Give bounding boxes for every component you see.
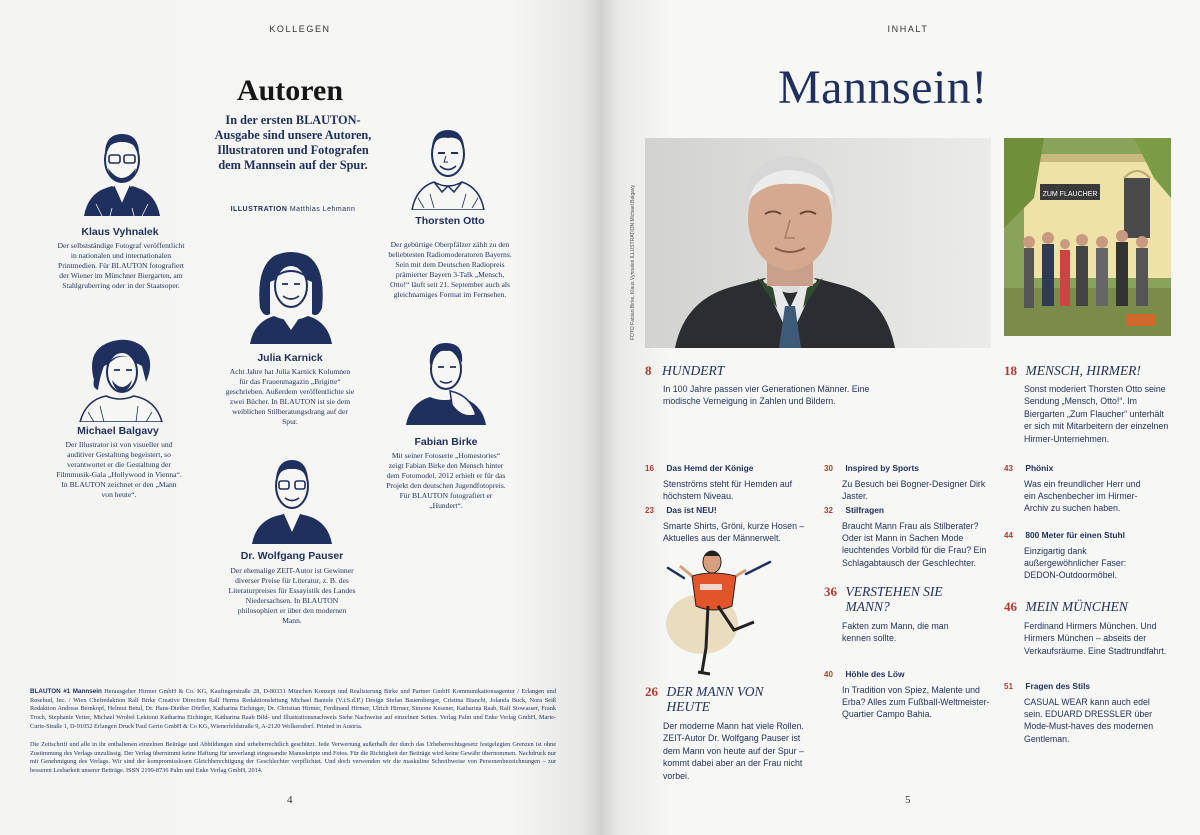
- right-page: [600, 0, 1200, 835]
- toc-entry-mein-muenchen[interactable]: [1004, 598, 1179, 657]
- illustration-dancing-man: [662, 548, 782, 680]
- toc-entry-hoehle-des-loew[interactable]: [824, 664, 994, 721]
- toc-title: 800 Meter für einen Stuhl: [1025, 530, 1125, 540]
- toc-title: Höhle des Löw: [845, 669, 905, 679]
- author-name-wolfgang-pauser: Dr. Wolfgang Pauser: [240, 550, 344, 562]
- toc-page-number: 16: [645, 464, 654, 473]
- toc-description: Zu Besuch bei Bogner-Designer Dirk Jaster.: [842, 479, 986, 502]
- portrait-thorsten-otto: [408, 120, 488, 210]
- section-label: INHALT: [887, 24, 929, 34]
- toc-entry-stilfragen[interactable]: [824, 500, 999, 569]
- toc-page-number: 30: [824, 464, 833, 473]
- illustration-name: Matthias Lehmann: [289, 206, 356, 213]
- portrait-wolfgang-pauser: [250, 452, 334, 544]
- page-title: Autoren: [236, 74, 344, 107]
- imprint-body: Herausgeber Hirmer GmbH & Co. KG, Kaufingerstraße 28, D-80331 München Konzept und Realisierung Birke und Partner GmbH Kommunikationsagentur / Erlangen und Rosebud, Inc. / Wien Chefredaktion Ralf Birke Creative Direction Ralf Herms Redaktionsleitung Michael Bantele (V.i.S.d.P.) Design Stefan Bauernberger, Cristina Bianchi, Jolanda Buck, Nora Seiß Redaktion Andreas Bernkopf, Helmut Betul, Dr. Hans-Diether Dörfler, Katharina Eichinger, Dr. Christian Hirmer, Ferdinand Hirmer, Ulrich Hirmer, Simone Kessner, Katharina Raab, Ralf Stowasser, Frank Troch, Stephanie Vetter, Michael Wrobel Lektorat Katharina Eichinger, Katharina Raab Bild- und Illustrationsnachweis Siehe Nachweise auf einzelnen Seiten. Verlag Palm und Enke Verlag GmbH, Marie-Curie-Straße 1, D-91052 Erlangen Druck Paul Gerin GmbH & Co KG, Wienerfeldstraße 9, A-2120 Wolkersdorf. Printed in Austria.: [30, 688, 556, 730]
- toc-description: Einzigartig dank außergewöhnlicher Faser: DEDON-Outdoormöbel.: [1024, 546, 1127, 581]
- toc-title: Inspired by Sports: [845, 463, 919, 473]
- illustration-credit: [208, 206, 378, 213]
- portrait-michael-balgavy: [76, 336, 166, 422]
- toc-title: Phönix: [1025, 463, 1054, 473]
- toc-entry-fragen-des-stils[interactable]: [1004, 676, 1179, 745]
- photo-elderly-man: [645, 138, 991, 348]
- toc-page-number: 26: [645, 684, 658, 699]
- author-name-michael-balgavy: Michael Balgavy: [77, 425, 159, 437]
- toc-title: Stilfragen: [845, 505, 884, 515]
- toc-title: DER MANN VON HEUTE: [666, 684, 764, 714]
- toc-title: Das Hemd der Könige: [666, 463, 754, 473]
- toc-entry-verstehen-sie-mann[interactable]: [824, 584, 994, 645]
- toc-description: In 100 Jahre passen vier Generationen Männer. Eine modische Verneigung in Zahlen und Bildern.: [663, 384, 870, 407]
- toc-page-number: 44: [1004, 531, 1013, 540]
- toc-description: Der moderne Mann hat viele Rollen. ZEIT-Autor Dr. Wolfgang Pauser ist dem Mann von heute auf der Spur – kommt dabei aber an der Frau nicht vorbei.: [663, 721, 804, 781]
- toc-entry-der-mann-von-heute[interactable]: [645, 684, 820, 782]
- toc-description: Was ein freundlicher Herr und ein Aschenbecher im Hirmer-Archiv zu suchen haben.: [1024, 479, 1141, 514]
- portrait-fabian-birke: [404, 335, 488, 425]
- sign-text: ZUM FLAUCHER: [1042, 191, 1098, 198]
- toc-description: Smarte Shirts, Gröni, kurze Hosen – Aktuelles aus der Männerwelt.: [663, 521, 805, 544]
- author-bio-klaus-vyhnalek: Der selbstständige Fotograf veröffentlicht in nationalen und internationalen Printmedien. Für BLAUTON fotografiert der Wiener im Münchner Biergarten, am Stahlgruberring oder in der Staatsoper.: [57, 241, 185, 290]
- toc-page-number: 18: [1004, 363, 1017, 378]
- imprint: [30, 688, 556, 732]
- page-number-left: 4: [287, 794, 293, 806]
- portrait-klaus-vyhnalek: [82, 124, 162, 218]
- toc-page-number: 23: [645, 506, 654, 515]
- intro-text: In der ersten BLAUTON-Ausgabe sind unsere Autoren, Illustratoren und Fotografen dem Mannsein auf der Spur.: [214, 113, 372, 172]
- toc-title: HUNDERT: [661, 363, 725, 378]
- author-bio-wolfgang-pauser: Der ehemalige ZEIT-Autor ist Gewinner diverser Preise für Literatur, z. B. des Literaturpreises für Essayistik des Landes Niedersachsen. In BLAUTON philosophiert er über den modernen Mann.: [228, 566, 356, 625]
- toc-title: MENSCH, HIRMER!: [1025, 363, 1141, 378]
- toc-page-number: 46: [1004, 599, 1017, 614]
- toc-page-number: 51: [1004, 682, 1013, 691]
- portrait-julia-karnick: [246, 248, 336, 344]
- illustration-label: ILLUSTRATION: [230, 206, 288, 213]
- toc-page-number: 36: [824, 584, 837, 599]
- toc-entry-800-meter[interactable]: [1004, 525, 1174, 582]
- toc-page-number: 40: [824, 670, 833, 679]
- author-bio-fabian-birke: Mit seiner Fotoserie „Homestories“ zeigt Fabian Birke den Mensch hinter dem Fotomodel. 2012 erhielt er für das Projekt den deutschen Jugendfotopreis. Für BLAUTON fotografiert er „Hundert“.: [386, 451, 506, 510]
- toc-description: CASUAL WEAR kann auch edel sein. EDUARD DRESSLER über Mode-Must-haves des modernen Gentleman.: [1024, 697, 1154, 744]
- toc-title: MEIN MÜNCHEN: [1025, 599, 1128, 614]
- toc-entry-hemd-der-koenige[interactable]: [645, 458, 815, 502]
- page-title: Mannsein!: [778, 61, 988, 114]
- toc-entry-das-ist-neu[interactable]: [645, 500, 815, 544]
- toc-description: Sonst moderiert Thorsten Otto seine Sendung „Mensch, Otto!“. Im Biergarten „Zum Flaucher“ unterhält er sich mit Mitarbeitern der einzelnen Hirmer-Unternehmen.: [1024, 384, 1169, 444]
- toc-entry-inspired-by-sports[interactable]: [824, 458, 994, 502]
- page-number-right: 5: [905, 794, 911, 806]
- toc-title: Fragen des Stils: [1025, 681, 1091, 691]
- toc-entry-hundert[interactable]: [645, 362, 945, 408]
- section-label: KOLLEGEN: [269, 24, 331, 34]
- author-name-fabian-birke: Fabian Birke: [414, 436, 478, 448]
- toc-description: Fakten zum Mann, die man kennen sollte.: [842, 621, 949, 644]
- toc-page-number: 43: [1004, 464, 1013, 473]
- author-name-thorsten-otto: Thorsten Otto: [415, 215, 485, 227]
- imprint-legal: Die Zeitschrift und alle in ihr enthaltenen einzelnen Beiträge und Abbildungen sind urheberrechtlich geschützt. Jede Verwertung außerhalb der durch das Urheberrechtsgesetz festgelegten Grenzen ist ohne Zustimmung des Verlags unzulässig. Der Verlag übernimmt keine Haftung für unverlangt eingesandte Manuskripte und Fotos. Für die Richtigkeit der Beiträge wird keine Gewähr übernommen. Nachdruck nur mit Genehmigung des Verlags. Wir sind der kompromisslosen Gleichberechtigung der Geschlechter verpflichtet. Und doch verwenden wir die maskuline Schreibweise von Personenbezeichnungen – zur besseren Lesbarkeit unserer Beiträge. ISSN 2199-8736 Palm und Enke Verlag GmbH, 2014.: [30, 741, 556, 775]
- toc-title: VERSTEHEN SIE MANN?: [845, 584, 943, 614]
- author-bio-julia-karnick: Acht Jahre hat Julia Karnick Kolumnen für das Frauenmagazin „Brigitte“ geschrieben. Außerdem veröffentlichte sie zwei Bücher. In BLAUTON ist sie dem weiblichen Stilberatungsdrang auf der Spur.: [225, 367, 355, 426]
- toc-entry-mensch-hirmer[interactable]: [1004, 362, 1184, 445]
- toc-description: Ferdinand Hirmers München. Und Hirmers München – abseits der Verkaufsräume. Eine Stadtrundfahrt.: [1024, 621, 1167, 656]
- photo-beer-garden: [1004, 138, 1171, 336]
- imprint-lead: BLAUTON #1 Mannsein: [30, 688, 102, 695]
- author-name-julia-karnick: Julia Karnick: [257, 352, 323, 364]
- toc-description: In Tradition von Spiez, Malente und Erba? Alles zum Fußball-Weltmeister-Quartier Campo Bahia.: [842, 685, 990, 720]
- author-name-klaus-vyhnalek: Klaus Vyhnalek: [81, 226, 159, 238]
- author-bio-michael-balgavy: Der Illustrator ist von visueller und auditiver Gestaltung begeistert, so verantwortet er die Gestaltung der Filmmusik-Gala „Hollywood in Vienna“. In BLAUTON zeichnet er den „Mann von heute“.: [56, 440, 182, 499]
- toc-description: Stenströms steht für Hemden auf höchstem Niveau.: [663, 479, 793, 502]
- toc-entry-phoenix[interactable]: [1004, 458, 1174, 515]
- toc-description: Braucht Mann Frau als Stilberater? Oder ist Mann in Sachen Mode leuchtendes Vorbild für die Frau? Ein Schlagabtausch der Geschlechter.: [842, 521, 987, 568]
- toc-title: Das ist NEU!: [666, 505, 717, 515]
- toc-page-number: 8: [645, 363, 652, 378]
- toc-page-number: 32: [824, 506, 833, 515]
- author-bio-thorsten-otto: Der gebürtige Oberpfälzer zählt zu den beliebtesten Radiomoderatoren Bayerns. Sein mit dem Deutschen Radiopreis prämierter Bayern 3-Talk „Mensch, Otto!“ läuft seit 21. September auch als gleichnamiges Format im Fernsehen.: [388, 240, 512, 299]
- photo-credit: FOTO Fabian Birke, Klaus Vyhnalek ILLUSTRATION Michael Balgavy: [630, 185, 636, 340]
